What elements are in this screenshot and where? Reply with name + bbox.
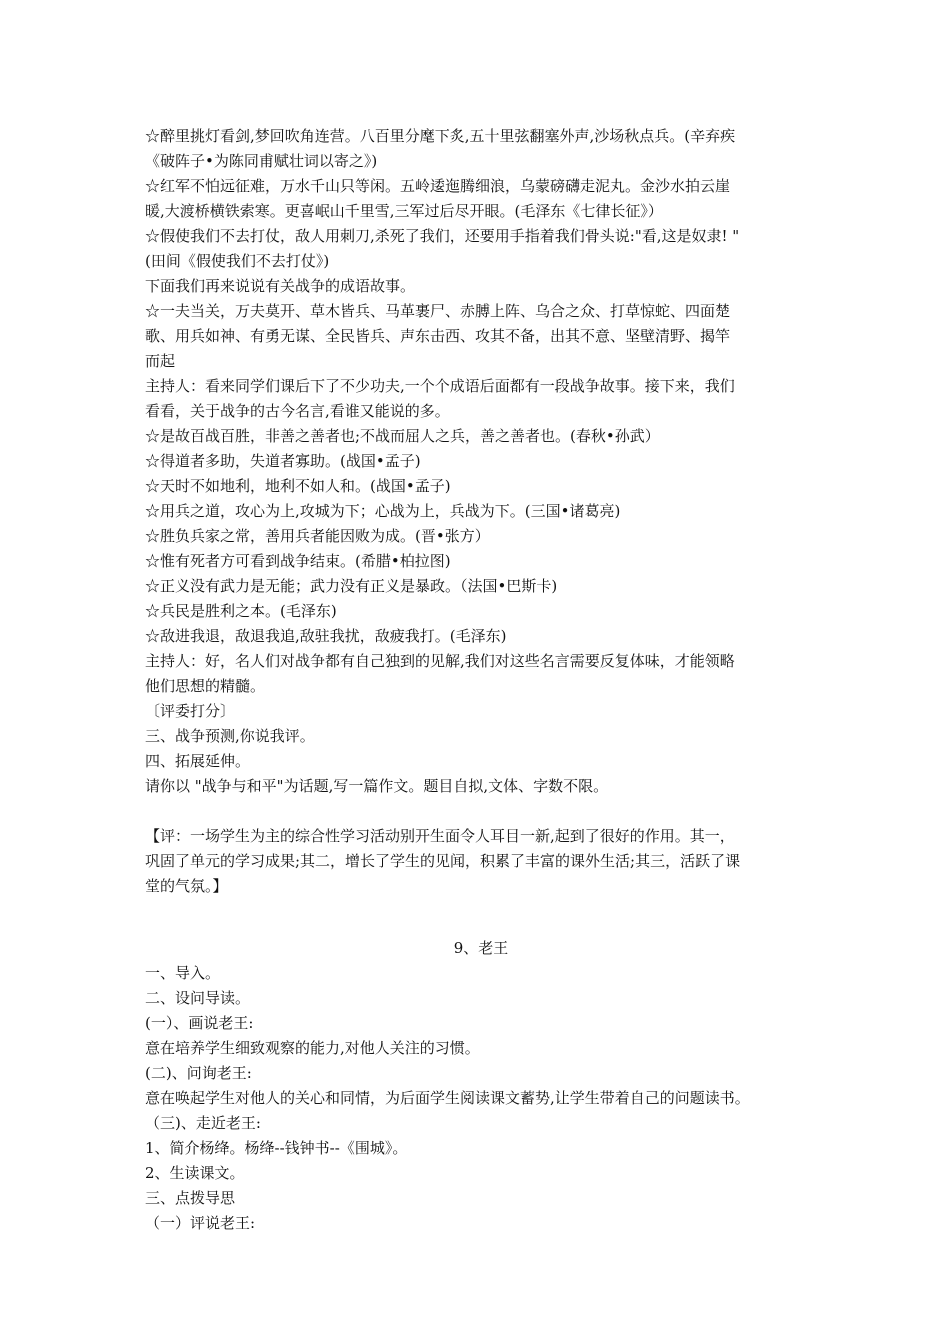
- text-line: 主持人：看来同学们课后下了不少功夫,一个个成语后面都有一段战争故事。接下来，我们: [145, 377, 735, 395]
- text-line: 请你以 "战争与和平"为话题,写一篇作文。题目自拟,文体、字数不限。: [145, 777, 609, 795]
- text-line: 《破阵子•为陈同甫赋壮词以寄之》): [145, 152, 378, 170]
- text-line: (田间《假使我们不去打仗》): [145, 252, 330, 270]
- text-line: (一）、画说老王:: [145, 1014, 254, 1032]
- text-line: 看看，关于战争的古今名言,看谁又能说的多。: [145, 402, 450, 420]
- text-line: ☆红军不怕远征难，万水千山只等闲。五岭逶迤腾细浪，乌蒙磅礴走泥丸。金沙水拍云崖: [145, 177, 731, 195]
- text-line: 意在培养学生细致观察的能力,对他人关注的习惯。: [145, 1039, 480, 1057]
- text-line: 他们思想的精髓。: [145, 677, 266, 695]
- text-line: ☆正义没有武力是无能；武力没有正义是暴政。（法国•巴斯卡): [145, 577, 558, 595]
- lesson-title: 9、老王: [453, 939, 509, 957]
- text-line: （三)、走近老王:: [145, 1114, 261, 1132]
- text-line: ☆惟有死者方可看到战争结束。(希腊•柏拉图): [145, 552, 451, 570]
- text-line: 歌、用兵如神、有勇无谋、全民皆兵、声东击西、攻其不备，出其不意、坚壁清野、揭竿: [145, 327, 731, 345]
- text-line: 堂的气氛。】: [145, 877, 228, 895]
- text-line: 一、导入。: [145, 964, 221, 982]
- text-line: 2、生读课文。: [145, 1164, 245, 1182]
- text-line: ☆一夫当关，万夫莫开、草木皆兵、马革裹尸、赤膊上阵、乌合之众、打草惊蛇、四面楚: [145, 302, 731, 320]
- text-line: 〔评委打分〕: [145, 702, 236, 720]
- text-line: 下面我们再来说说有关战争的成语故事。: [145, 277, 416, 295]
- text-line: ☆是故百战百胜，非善之善者也;不战而屈人之兵，善之善者也。(春秋•孙武）: [145, 427, 660, 445]
- text-line: （一）评说老王:: [145, 1214, 256, 1232]
- text-line: ☆敌进我退，敌退我追,敌驻我扰，敌疲我打。(毛泽东): [145, 627, 507, 645]
- text-line: 三、战争预测,你说我评。: [145, 727, 315, 745]
- text-line: 四、拓展延伸。: [145, 752, 251, 770]
- text-line: 1、简介杨绛。杨绛--钱钟书--《围城》。: [145, 1139, 408, 1157]
- blank-line: [145, 899, 817, 936]
- text-line: ☆天时不如地利，地利不如人和。(战国•孟子): [145, 477, 451, 495]
- text-line: 主持人：好，名人们对战争都有自己独到的见解,我们对这些名言需要反复体味，才能领略: [145, 652, 735, 670]
- text-line: ☆用兵之道，攻心为上,攻城为下；心战为上，兵战为下。(三国•诸葛亮): [145, 502, 621, 520]
- document-page: [145, 124, 817, 1236]
- text-line: 暖,大渡桥横铁索寒。更喜岷山千里雪,三军过后尽开眼。(毛泽东《七律长征》）: [145, 202, 663, 220]
- text-line: 巩固了单元的学习成果;其二，增长了学生的见闻，积累了丰富的课外生活;其三，活跃了课: [145, 852, 741, 870]
- text-line: ☆假使我们不去打仗，敌人用刺刀,杀死了我们，还要用手指着我们骨头说:"看,这是奴隶! ": [145, 227, 740, 245]
- text-line: 三、点拨导思: [145, 1189, 236, 1207]
- text-line: 二、设问导读。: [145, 989, 251, 1007]
- lesson-section: [145, 936, 817, 1236]
- text-line: 而起: [145, 352, 176, 370]
- text-line: ☆兵民是胜利之本。(毛泽东): [145, 602, 337, 620]
- text-line: 【评：一场学生为主的综合性学习活动别开生面令人耳目一新,起到了很好的作用。其一，: [145, 827, 735, 845]
- text-line: 意在唤起学生对他人的关心和同情，为后面学生阅读课文蓄势,让学生带着自己的问题读书。: [145, 1089, 750, 1107]
- war-quotes-section: [145, 124, 817, 799]
- text-line: ☆得道者多助，失道者寡助。(战国•孟子): [145, 452, 421, 470]
- text-line: ☆醉里挑灯看剑,梦回吹角连营。八百里分麾下炙,五十里弦翻塞外声,沙场秋点兵。(辛弃疾: [145, 127, 736, 145]
- blank-line: [145, 799, 817, 824]
- text-line: (二)、问询老王:: [145, 1064, 252, 1082]
- text-line: ☆胜负兵家之常，善用兵者能因败为成。(晋•张方）: [145, 527, 490, 545]
- review-comment: [145, 824, 817, 899]
